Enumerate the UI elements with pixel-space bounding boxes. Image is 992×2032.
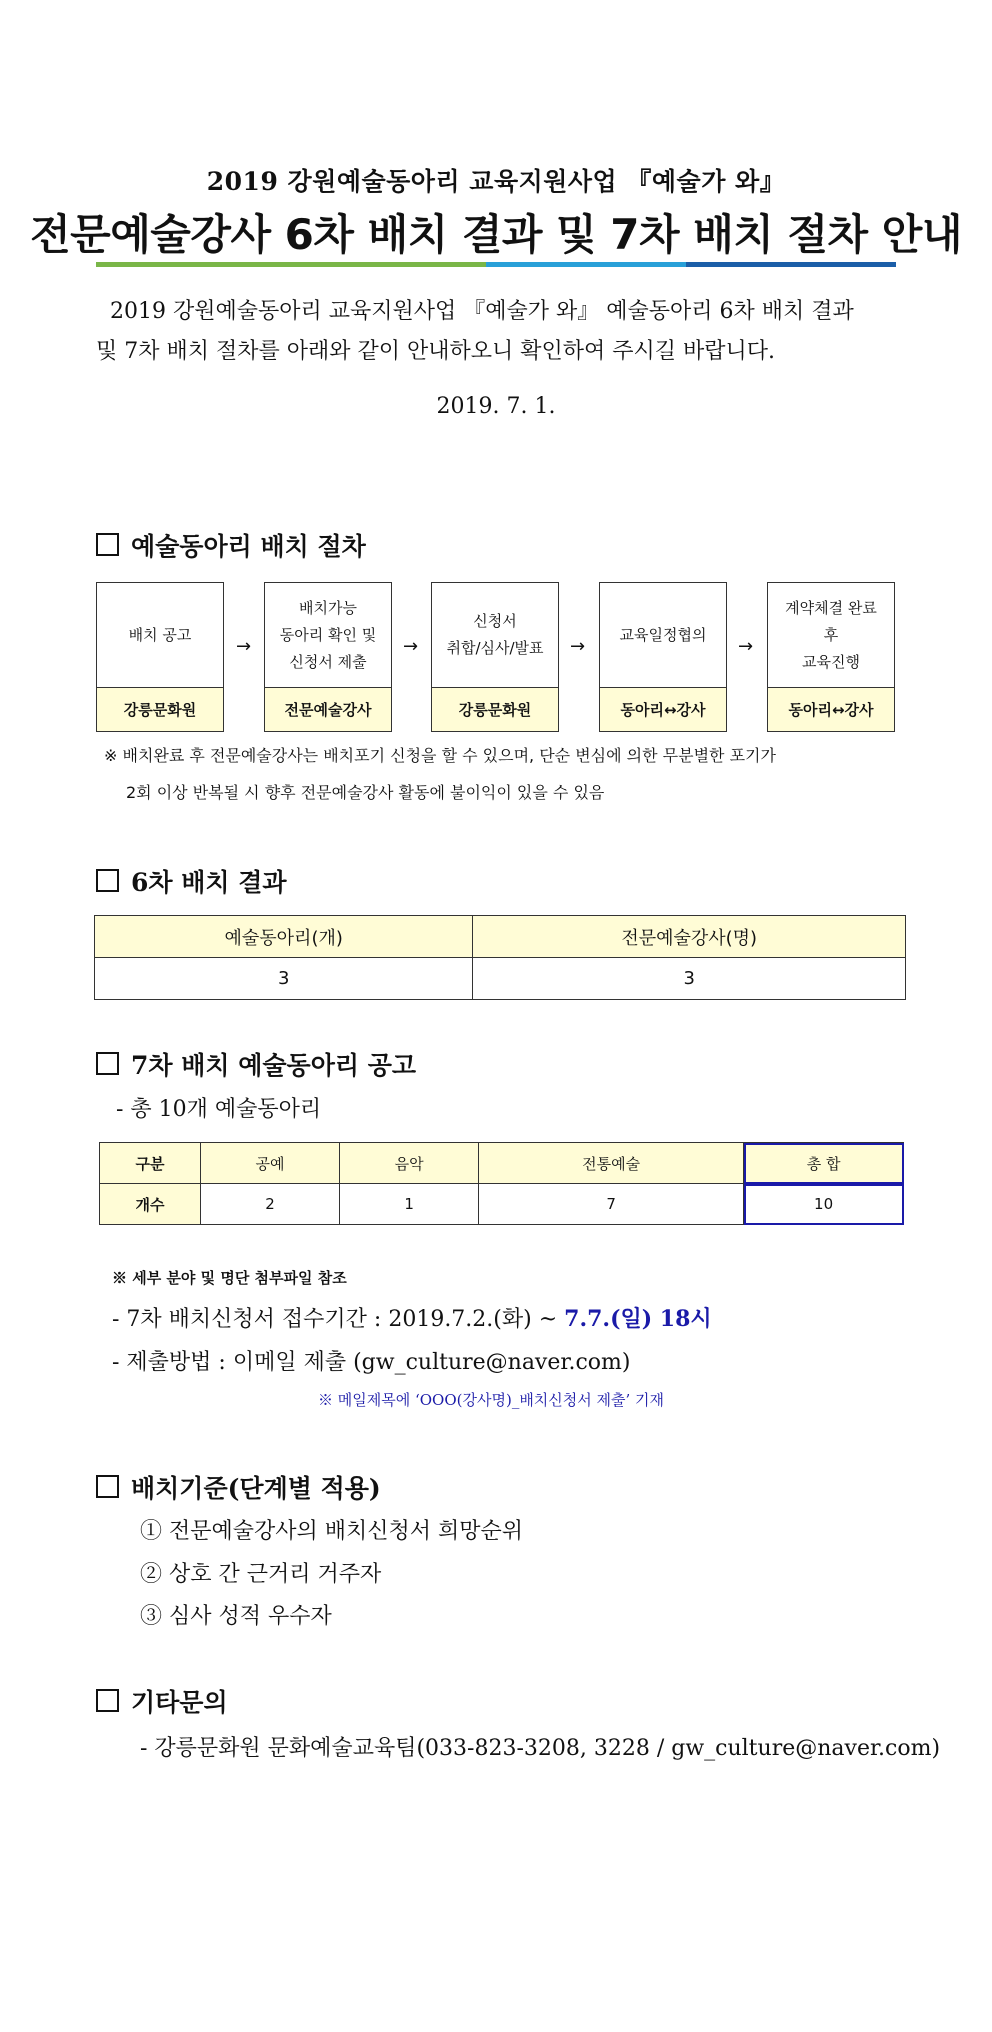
checkbox-square-icon — [96, 1052, 119, 1075]
table-cell-music: 1 — [340, 1184, 479, 1225]
checkbox-square-icon — [96, 1689, 119, 1712]
result-value-clubs: 3 — [95, 958, 473, 1000]
flow-arrow-icon: → — [738, 636, 754, 657]
flow-step-owner: 강릉문화원 — [97, 687, 223, 731]
application-period-deadline: 7.7.(일) 18시 — [564, 1306, 712, 1332]
table-header-craft: 공예 — [201, 1143, 340, 1184]
section-contact-heading — [96, 1683, 228, 1719]
flow-step-text: 배치 공고 — [128, 625, 192, 644]
section-result-heading — [96, 863, 287, 899]
submission-method: - 제출방법 : 이메일 제출 (gw_culture@naver.com) — [112, 1350, 631, 1375]
flow-step-owner: 전문예술강사 — [265, 687, 391, 731]
intro-line-1: 2019 강원예술동아리 교육지원사업 『예술가 와』 예술동아리 6차 배치 결과 — [110, 299, 854, 324]
flow-step-text: 교육일정협의 — [619, 625, 707, 644]
flow-step-1 — [96, 582, 224, 732]
flow-step-text: 배치가능 동아리 확인 및 신청서 제출 — [279, 598, 377, 671]
flow-step-5 — [767, 582, 895, 732]
document-subtitle: 2019 강원예술동아리 교육지원사업 『예술가 와』 — [206, 167, 786, 196]
section-procedure-heading — [96, 527, 366, 563]
announcement-table — [99, 1142, 904, 1225]
table-row-label: 개수 — [100, 1184, 201, 1225]
table-cell-craft: 2 — [201, 1184, 340, 1225]
announcement-summary: - 총 10개 예술동아리 — [116, 1097, 322, 1122]
procedure-note-line-1: ※ 배치완료 후 전문예술강사는 배치포기 신청을 할 수 있으며, 단순 변심에 의한 무분별한 포기가 — [104, 746, 776, 765]
title-underline — [96, 262, 896, 267]
section-announcement-heading — [96, 1046, 416, 1082]
table-header-music: 음악 — [340, 1143, 479, 1184]
section-result-title: 6차 배치 결과 — [131, 868, 287, 897]
flow-step-text: 신청서 취합/심사/발표 — [446, 612, 544, 657]
flow-step-owner: 강릉문화원 — [432, 687, 558, 731]
flow-step-3 — [431, 582, 559, 732]
checkbox-square-icon — [96, 1475, 119, 1498]
flow-arrow-icon: → — [236, 636, 252, 657]
document-title: 전문예술강사 6차 배치 결과 및 7차 배치 절차 안내 — [30, 210, 962, 259]
result-value-instructors: 3 — [473, 958, 906, 1000]
criteria-item-2: ② 상호 간 근거리 거주자 — [140, 1562, 382, 1587]
criteria-item-3: ③ 심사 성적 우수자 — [140, 1604, 332, 1629]
checkbox-square-icon — [96, 533, 119, 556]
intro-paragraph — [96, 292, 896, 372]
flow-step-4 — [599, 582, 727, 732]
table-header-total: 총 합 — [744, 1143, 904, 1184]
checkbox-square-icon — [96, 869, 119, 892]
section-criteria-title: 배치기준(단계별 적용) — [131, 1474, 381, 1503]
application-period-label: - 7차 배치신청서 접수기간 : 2019.7.2.(화) ~ — [112, 1307, 565, 1332]
result-header-clubs: 예술동아리(개) — [95, 916, 473, 958]
section-criteria-heading — [96, 1469, 381, 1505]
flow-arrow-icon: → — [570, 636, 586, 657]
application-period — [112, 1302, 712, 1333]
section-announcement-title: 7차 배치 예술동아리 공고 — [131, 1051, 417, 1080]
flow-step-owner: 동아리↔강사 — [600, 687, 726, 731]
intro-line-2: 및 7차 배치 절차를 아래와 같이 안내하오니 확인하여 주시길 바랍니다. — [96, 339, 775, 364]
flow-step-text: 계약체결 완료 후 교육진행 — [785, 598, 877, 671]
contact-info: - 강릉문화원 문화예술교육팀(033-823-3208, 3228 / gw_culture@naver.com) — [140, 1736, 941, 1761]
document-date: 2019. 7. 1. — [436, 394, 556, 419]
table-header-traditional: 전통예술 — [479, 1143, 744, 1184]
table-cell-total: 10 — [744, 1184, 904, 1225]
procedure-note-line-2: 2회 이상 반복될 시 향후 전문예술강사 활동에 불이익이 있을 수 있음 — [126, 783, 605, 802]
result-header-instructors: 전문예술강사(명) — [473, 916, 906, 958]
criteria-item-1: ① 전문예술강사의 배치신청서 희망순위 — [140, 1519, 524, 1544]
section-contact-title: 기타문의 — [131, 1688, 228, 1717]
flow-step-2 — [264, 582, 392, 732]
result-table — [94, 915, 906, 1000]
table-header-category: 구분 — [100, 1143, 201, 1184]
mail-subject-note: ※ 메일제목에 ‘OOO(강사명)_배치신청서 제출’ 기재 — [318, 1391, 665, 1409]
flow-step-owner: 동아리↔강사 — [768, 687, 894, 731]
section-procedure-title: 예술동아리 배치 절차 — [131, 532, 366, 561]
flow-arrow-icon: → — [403, 636, 419, 657]
attachment-note: ※ 세부 분야 및 명단 첨부파일 참조 — [112, 1269, 347, 1287]
table-cell-traditional: 7 — [479, 1184, 744, 1225]
